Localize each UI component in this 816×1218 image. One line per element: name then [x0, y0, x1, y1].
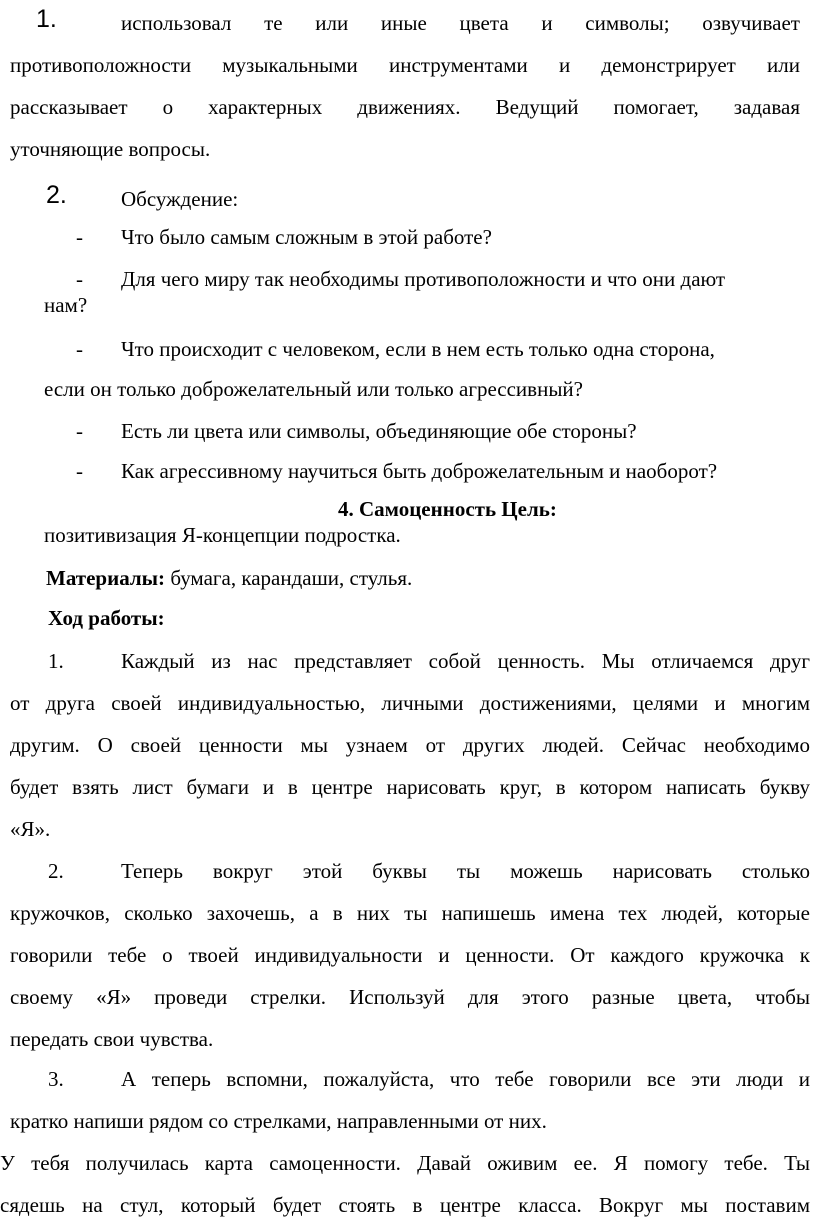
step-3-line-1: А теперь вспомни, пожалуйста, что тебе говорили все эти люди и — [121, 1067, 810, 1091]
materials-text: бумага, карандаши, стулья. — [165, 566, 413, 590]
question-dash: - — [76, 337, 83, 361]
item1-line-3: рассказывает о характерных движениях. Ведущий помогает, задавая — [10, 95, 800, 119]
item1-line-4: уточняющие вопросы. — [10, 137, 211, 161]
question-2-cont: нам? — [44, 293, 88, 317]
materials-label: Материалы: — [46, 566, 166, 590]
question-dash: - — [76, 267, 83, 291]
progress-heading: Ход работы: — [48, 606, 165, 630]
step-3-line-2: кратко напиши рядом со стрелками, направленными от них. — [10, 1109, 547, 1133]
item1-line-1: использовал те или иные цвета и символы; озвучивает — [121, 11, 800, 35]
question-4: Есть ли цвета или символы, объединяющие обе стороны? — [121, 419, 637, 443]
section-goal: позитивизация Я-концепции подростка. — [44, 523, 401, 547]
step-1-line-2: от друга своей индивидуальностью, личными достижениями, целями и многим — [10, 691, 810, 715]
question-1: Что было самым сложным в этой работе? — [121, 225, 492, 249]
step-2-line-1: Теперь вокруг этой буквы ты можешь нарисовать столько — [121, 859, 810, 883]
closing-line-1: У тебя получилась карта самоценности. Давай оживим ее. Я помогу тебе. Ты — [0, 1151, 810, 1175]
step-2-number: 2. — [48, 859, 64, 883]
question-3: Что происходит с человеком, если в нем есть только одна сторона, — [121, 337, 715, 361]
step-2-line-3: говорили тебе о твоей индивидуальности и ценности. От каждого кружочка к — [10, 943, 810, 967]
item1-number: 1. — [36, 5, 57, 33]
step-2-line-5: передать свои чувства. — [10, 1027, 214, 1051]
step-2-line-2: кружочков, сколько захочешь, а в них ты напишешь имена тех людей, которые — [10, 901, 810, 925]
step-1-line-1: Каждый из нас представляет собой ценность. Мы отличаемся друг — [121, 649, 810, 673]
step-1-line-5: «Я». — [10, 817, 51, 841]
question-5: Как агрессивному научиться быть доброжелательным и наоборот? — [121, 459, 718, 483]
step-1-line-3: другим. О своей ценности мы узнаем от других людей. Сейчас необходимо — [10, 733, 810, 757]
item1-line-2: противоположности музыкальными инструментами и демонстрирует или — [10, 53, 800, 77]
step-1-line-4: будет взять лист бумаги и в центре нарисовать круг, в котором написать букву — [10, 775, 810, 799]
question-dash: - — [76, 459, 83, 483]
step-2-line-4: своему «Я» проведи стрелки. Используй для этого разные цвета, чтобы — [10, 985, 810, 1009]
materials-line — [46, 565, 412, 591]
section-title: 4. Самоценность Цель: — [338, 497, 557, 521]
question-dash: - — [76, 419, 83, 443]
step-1-number: 1. — [48, 649, 64, 673]
closing-line-2: сядешь на стул, который будет стоять в центре класса. Вокруг мы поставим — [0, 1193, 810, 1217]
question-2: Для чего миру так необходимы противоположности и что они дают — [121, 267, 726, 291]
question-dash: - — [76, 225, 83, 249]
item2-number: 2. — [46, 181, 67, 209]
question-3-cont: если он только доброжелательный или только агрессивный? — [44, 377, 583, 401]
step-3-number: 3. — [48, 1067, 64, 1091]
item2-heading: Обсуждение: — [121, 187, 239, 211]
